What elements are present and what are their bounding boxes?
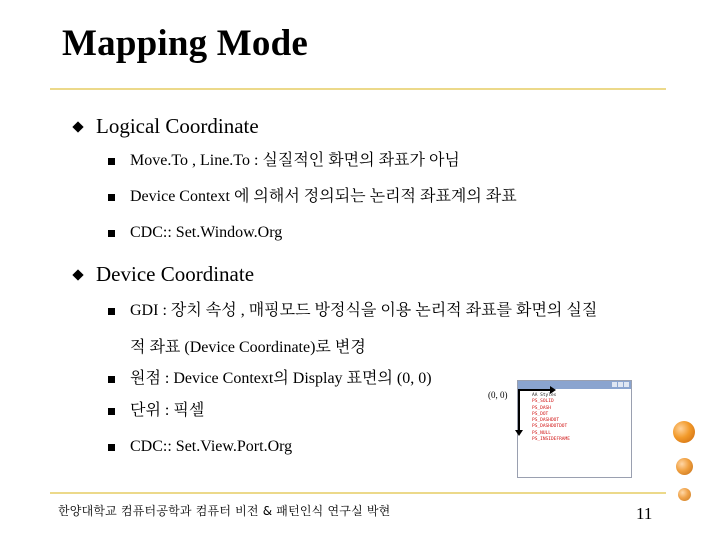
list-item: PS_DASHDOTDOT	[532, 424, 568, 430]
y-axis-arrow-icon	[518, 389, 520, 433]
bullet-text: 원점 : Device Context의 Display 표면의 (0, 0)	[130, 370, 432, 387]
list-item: PS_SOLID	[532, 399, 554, 405]
bullet-item	[108, 224, 282, 242]
list-item: PS_DASHDOT	[532, 418, 560, 424]
section-heading-device	[74, 262, 254, 287]
square-bullet-icon	[108, 444, 115, 451]
diamond-bullet-icon	[72, 121, 83, 132]
top-divider	[50, 88, 666, 90]
window-buttons-icon	[612, 382, 629, 387]
page-number: 11	[636, 504, 653, 523]
list-header: AA Styles	[532, 393, 557, 398]
mini-window-titlebar	[518, 381, 631, 389]
square-bullet-icon	[108, 194, 115, 201]
bullet-item	[108, 188, 517, 206]
square-bullet-icon	[108, 376, 115, 383]
square-bullet-icon	[108, 408, 115, 415]
orange-ball-icon	[673, 421, 695, 443]
square-bullet-icon	[108, 230, 115, 237]
slide-title: Mapping Mode	[62, 23, 309, 64]
bullet-item	[108, 438, 292, 456]
origin-label: (0, 0)	[488, 390, 508, 400]
bullet-text: 단위 : 픽셀	[130, 402, 205, 419]
bullet-text: GDI : 장치 속성 , 매핑모드 방정식을 이용 논리적 좌표를 화면의 실질	[130, 302, 598, 319]
diamond-bullet-icon	[72, 269, 83, 280]
bottom-divider	[50, 492, 666, 494]
footer-text: 한양대학교 컴퓨터공학과 컴퓨터 비전 & 패턴인식 연구실 박현	[58, 504, 391, 518]
bullet-text: Move.To , Line.To : 실질적인 화면의 좌표가 아님	[130, 152, 460, 169]
bullet-item	[108, 152, 460, 170]
bullet-text: Device Context 에 의해서 정의되는 논리적 좌표계의 좌표	[130, 188, 517, 205]
orange-ball-icon	[676, 458, 693, 475]
list-item: PS_DOT	[532, 411, 549, 417]
square-bullet-icon	[108, 308, 115, 315]
bullet-item	[108, 402, 204, 420]
section-heading-text: Logical Coordinate	[96, 114, 259, 138]
orange-ball-icon	[678, 488, 691, 501]
list-item: PS_DASH	[532, 405, 551, 411]
pen-style-list	[532, 393, 570, 443]
x-axis-arrow-icon	[519, 389, 553, 391]
list-item: PS_NULL	[532, 430, 551, 436]
bullet-text: CDC:: Set.Window.Org	[130, 224, 283, 241]
bullet-text-continuation: 적 좌표 (Device Coordinate)로 변경	[130, 339, 366, 356]
square-bullet-icon	[108, 158, 115, 165]
bullet-text: CDC:: Set.View.Port.Org	[130, 438, 293, 455]
bullet-item	[108, 370, 432, 388]
mini-window-screenshot	[517, 380, 632, 478]
section-heading-text: Device Coordinate	[96, 262, 255, 286]
section-heading-logical	[74, 114, 259, 139]
bullet-item	[108, 302, 597, 320]
list-item: PS_INSIDEFRAME	[532, 437, 570, 443]
